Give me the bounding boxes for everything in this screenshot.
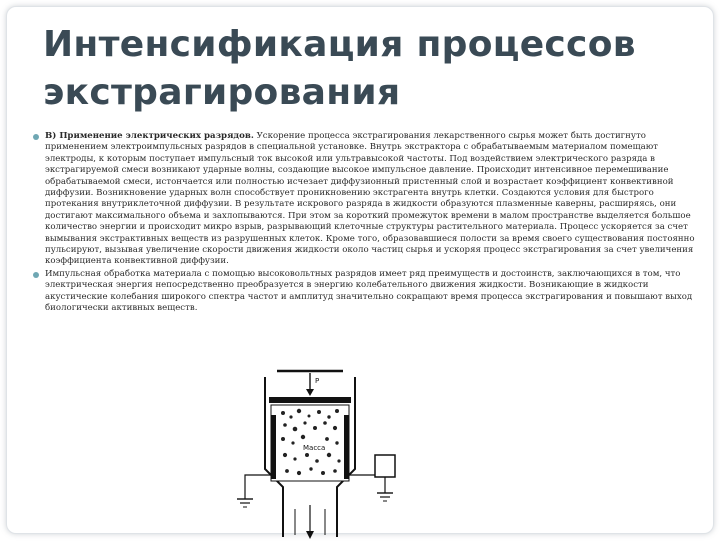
outlet-arrowhead xyxy=(306,531,314,539)
pressure-label: P xyxy=(315,377,320,385)
slide-frame xyxy=(6,6,714,534)
ground-wire-left xyxy=(245,475,271,499)
paragraph-text: Импульсная обработка материала с помощью высоковольтных разрядов имеет ряд преимуществ и достоинств, заключающихся в том, что электрическая энергия непосредственно преобразуется в энергию колебательного движения жидкости. Возникающие в жидкости акустические колебания широкого спектра частот и амплитуд значительно сокращают время процесса экстрагирования и повышают выход биологически активных веществ. xyxy=(45,268,693,314)
electrode-right xyxy=(344,415,349,479)
slide-title: Интенсификация процессов экстрагирования xyxy=(43,24,636,113)
paragraph-text: Ускорение процесса экстрагирования лекарственного сырья может быть достигнуто применением электроимпульсных разрядов в специальной установке. Внутрь экстрактора с обрабатываемым материалом помещают электроды, к которым поступает импульсный ток высокой или ультравысокой частоты. Под воздействием электрического разряда в экстрагируемой смеси возникают ударные волны, создающие высокое импульсное давление. Происходит интенсивное перемешивание обрабатываемой смеси, истончается или полностью исчезает диффузионный пристенный слой и возрастает коэффициент конвективной диффузии. Возникновение ударных волн способствует проникновению экстрагента внутрь клетки. Создаются условия для быстрого протекания внутриклеточной диффузии. В результате искрового разряда в жидкости образуются плазменные каверны, расширяясь, они достигают максимального объема и захлопываются. При этом за короткий промежуток времени в малом пространстве выделяется большое количество энергии и происходит микро взрыв, разрывающий клеточные структуры растительного материала. Процесс ускоряется за счет вымывания экстрактивных веществ из разрушенных клеток. Кроме того, образовавшиеся полости за время своего существования постоянно пульсируют, вызывая увеличение скорости движения жидкости около частиц сырья и ускоряя процесс экстрагирования за счет увеличения коэффициента конвективной диффузии. xyxy=(45,131,695,267)
paragraph-impulse-processing xyxy=(43,269,705,315)
piston xyxy=(269,397,351,403)
slide-body xyxy=(43,131,705,316)
material-label: Масса xyxy=(303,444,326,452)
pressure-arrowhead xyxy=(306,389,314,396)
generator-box xyxy=(375,455,395,477)
extractor-diagram xyxy=(225,359,405,545)
bullet-icon xyxy=(33,134,39,140)
paragraph-lead: В) Применение электрических разрядов. xyxy=(45,131,254,141)
bullet-icon xyxy=(33,272,39,278)
paragraph-electric-discharge xyxy=(43,131,705,268)
electrode-left xyxy=(271,415,276,479)
